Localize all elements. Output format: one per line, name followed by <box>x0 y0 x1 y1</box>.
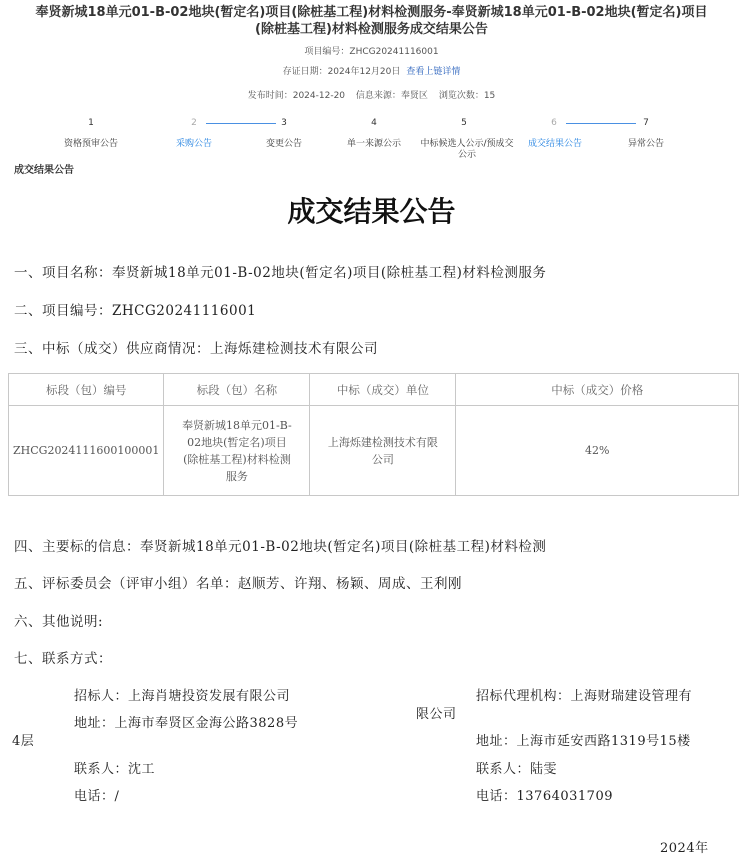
agent-name-wrap: 限公司 <box>416 707 457 722</box>
col-lot-code: 标段（包）编号 <box>9 374 164 406</box>
publish-info <box>0 88 743 101</box>
step-candidates-line2: 公示 <box>457 150 476 160</box>
publish-time: 发布时间：2024-12-20 <box>247 91 346 101</box>
project-number: 项目编号：ZHCG20241116001 <box>304 47 439 57</box>
result-table <box>8 373 739 496</box>
agent-contact: 联系人：陆雯 <box>476 762 558 777</box>
cell-winner <box>310 406 456 496</box>
agent-address: 地址：上海市延安西路1319号15楼 <box>476 734 691 749</box>
table-row <box>9 406 739 496</box>
step-num-4: 4 <box>371 118 377 128</box>
item-main-subject: 四、主要标的信息：奉贤新城18单元01-B-02地块(暂定名)项目(除桩基工程)材料检测 <box>14 539 547 555</box>
step-num-6: 6 <box>551 118 557 128</box>
step-single-source[interactable]: 单一来源公示 <box>346 139 401 149</box>
lot-name-line: (除桩基工程)材料检测 <box>183 452 291 466</box>
announcement-title <box>0 4 743 38</box>
cell-lot-name <box>164 406 310 496</box>
title-line-2: (除桩基工程)材料检测服务成交结果公告 <box>255 22 488 37</box>
lot-name-line: 奉贤新城18单元01-B- <box>182 418 292 432</box>
step-result[interactable]: 成交结果公告 <box>527 139 582 149</box>
step-prequal[interactable]: 资格预审公告 <box>63 139 118 149</box>
chain-details-link[interactable]: 查看上链详情 <box>406 67 461 77</box>
step-num-2: 2 <box>191 118 197 128</box>
item-project-number: 二、项目编号：ZHCG20241116001 <box>14 303 257 319</box>
table-header-row <box>9 374 739 406</box>
deposit-row <box>0 64 743 77</box>
step-exception[interactable]: 异常公告 <box>627 139 664 149</box>
section-tag: 成交结果公告 <box>14 165 74 176</box>
deposit-date: 存证日期：2024年12月20日 <box>282 67 401 77</box>
cell-lot-code: ZHCG2024111600100001 <box>9 406 164 496</box>
step-connector-2-3 <box>206 123 276 124</box>
step-connector-6-7 <box>566 123 636 124</box>
info-source: 信息来源：奉贤区 <box>355 91 428 101</box>
winner-line: 上海烁建检测技术有限 <box>327 435 438 449</box>
lot-name-line: 服务 <box>225 469 248 483</box>
step-candidates[interactable] <box>417 139 517 161</box>
agent-phone: 电话：13764031709 <box>476 789 613 804</box>
winner-line: 公司 <box>371 452 394 466</box>
sign-year: 2024年 <box>660 841 709 856</box>
title-line-1: 奉贤新城18单元01-B-02地块(暂定名)项目(除桩基工程)材料检测服务-奉贤新城18单元01-B-02地块(暂定名)项目 <box>35 5 708 20</box>
step-change[interactable]: 变更公告 <box>265 139 302 149</box>
step-num-5: 5 <box>461 118 467 128</box>
view-count: 浏览次数：15 <box>438 91 496 101</box>
step-candidates-line1: 中标候选人公示/预成交 <box>420 139 514 149</box>
step-num-3: 3 <box>281 118 287 128</box>
item-committee: 五、评标委员会（评审小组）名单：赵顺芳、许翔、杨颖、周成、王利刚 <box>14 576 462 592</box>
step-procurement[interactable]: 采购公告 <box>175 139 212 149</box>
cell-price: 42% <box>456 406 739 496</box>
col-price: 中标（成交）价格 <box>456 374 739 406</box>
buyer-phone: 电话：/ <box>74 789 120 804</box>
lot-name-line: 02地块(暂定名)项目 <box>187 435 287 449</box>
doc-heading: 成交结果公告 <box>287 195 456 228</box>
buyer-address: 地址：上海市奉贤区金海公路3828号 <box>74 716 299 731</box>
col-winner: 中标（成交）单位 <box>310 374 456 406</box>
col-lot-name: 标段（包）名称 <box>164 374 310 406</box>
buyer-name: 招标人：上海肖塘投资发展有限公司 <box>74 689 291 704</box>
agent-name: 招标代理机构：上海财瑞建设管理有 <box>476 689 693 704</box>
step-num-7: 7 <box>643 118 649 128</box>
agent-floor: 4层 <box>12 734 35 749</box>
item-project-name: 一、项目名称：奉贤新城18单元01-B-02地块(暂定名)项目(除桩基工程)材料检测服务 <box>14 265 547 281</box>
item-other: 六、其他说明: <box>14 614 104 630</box>
step-num-1: 1 <box>88 118 94 128</box>
item-contact: 七、联系方式： <box>14 651 112 667</box>
buyer-contact: 联系人：沈工 <box>74 762 156 777</box>
item-supplier: 三、中标（成交）供应商情况：上海烁建检测技术有限公司 <box>14 341 378 357</box>
